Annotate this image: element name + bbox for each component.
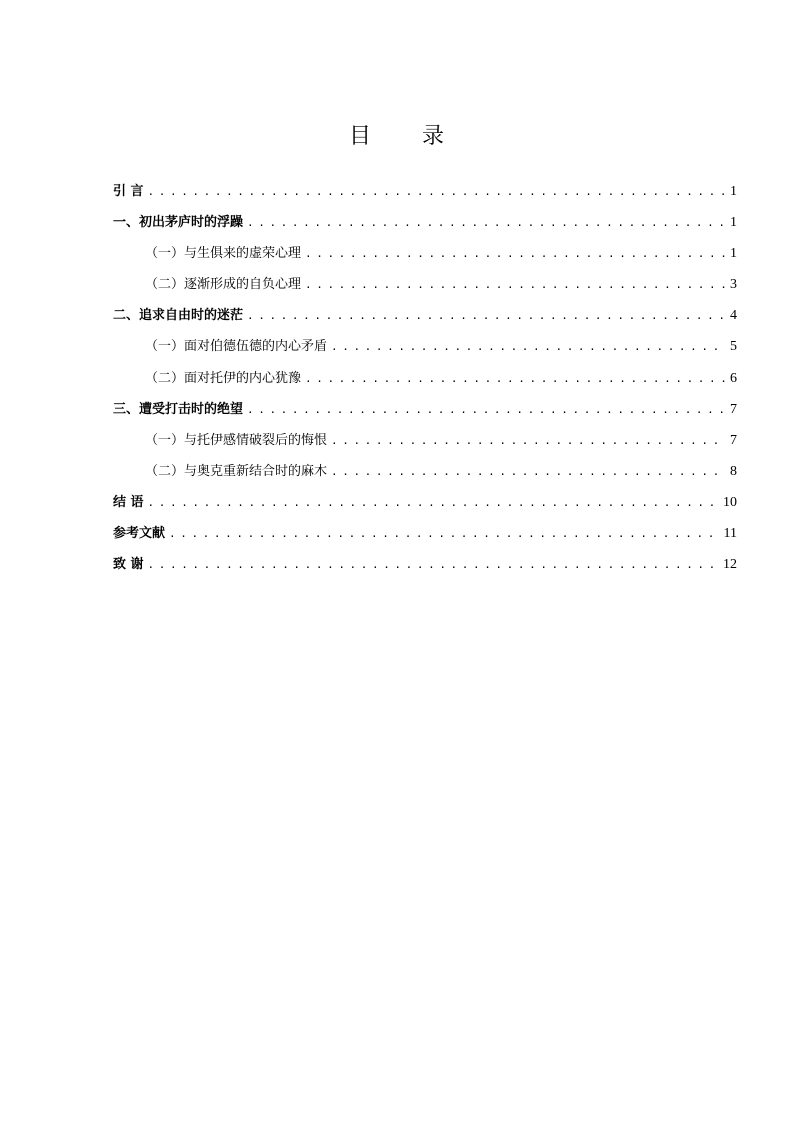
toc-entry-page: 1 — [730, 184, 737, 199]
toc-dot-leader — [331, 434, 726, 447]
toc-dot-leader — [247, 403, 726, 416]
toc-entry-label: 参考文献 — [113, 526, 166, 542]
toc-dot-leader — [305, 278, 726, 291]
toc-entry-label: （一）与托伊感情破裂后的悔恨 — [145, 432, 328, 448]
toc-entry[interactable] — [113, 304, 737, 335]
toc-entry-label: 二、追求自由时的迷茫 — [113, 308, 244, 324]
toc-entry-page: 12 — [723, 557, 737, 573]
toc-entry-label: （一）面对伯德伍德的内心矛盾 — [145, 339, 328, 355]
toc-dot-leader — [305, 372, 726, 385]
toc-entry-page: 10 — [723, 494, 737, 510]
toc-dot-leader — [305, 247, 726, 260]
toc-entry-label: 结 语 — [113, 494, 144, 510]
toc-entry-page: 1 — [730, 215, 737, 231]
toc-entry[interactable] — [113, 180, 737, 211]
toc-subentry[interactable] — [113, 335, 737, 366]
toc-entry-label: 一、初出茅庐时的浮躁 — [113, 215, 244, 231]
toc-entry-page: 6 — [730, 370, 737, 386]
toc-entry-label: （二）逐渐形成的自负心理 — [145, 277, 302, 293]
toc-dot-leader — [247, 216, 726, 229]
toc-entry[interactable] — [113, 398, 737, 429]
toc-dot-leader — [331, 340, 726, 353]
toc-entry-page: 4 — [730, 308, 737, 324]
toc-entry-page: 3 — [730, 277, 737, 293]
toc-subentry[interactable] — [113, 367, 737, 398]
toc-entry-label: （一）与生俱来的虚荣心理 — [145, 246, 302, 262]
toc-entry-page: 5 — [730, 339, 737, 355]
toc-entry-label: 致 谢 — [113, 557, 144, 573]
toc-entry[interactable] — [113, 491, 737, 522]
toc-entry-label: 引 言 — [113, 184, 144, 199]
toc-entry-page: 11 — [723, 526, 737, 542]
toc-list — [113, 180, 737, 584]
toc-subentry[interactable] — [113, 242, 737, 273]
toc-entry-page: 1 — [730, 246, 737, 262]
toc-dot-leader — [331, 465, 726, 478]
toc-entry[interactable] — [113, 211, 737, 242]
toc-entry-page: 8 — [730, 463, 737, 479]
toc-entry-label: 三、遭受打击时的绝望 — [113, 401, 244, 417]
toc-subentry[interactable] — [113, 460, 737, 491]
toc-entry-page: 7 — [730, 432, 737, 448]
toc-entry-page: 7 — [730, 401, 737, 417]
toc-entry-label: （二）面对托伊的内心犹豫 — [145, 370, 302, 386]
toc-subentry[interactable] — [113, 273, 737, 304]
toc-entry-label: （二）与奥克重新结合时的麻木 — [145, 463, 328, 479]
toc-dot-leader — [148, 558, 719, 571]
toc-subentry[interactable] — [113, 429, 737, 460]
toc-dot-leader — [247, 309, 726, 322]
toc-title: 目 录 — [349, 124, 466, 149]
toc-entry[interactable] — [113, 553, 737, 584]
toc-dot-leader — [148, 185, 726, 198]
toc-dot-leader — [169, 527, 720, 540]
toc-dot-leader — [148, 496, 719, 509]
toc-entry[interactable] — [113, 522, 737, 553]
